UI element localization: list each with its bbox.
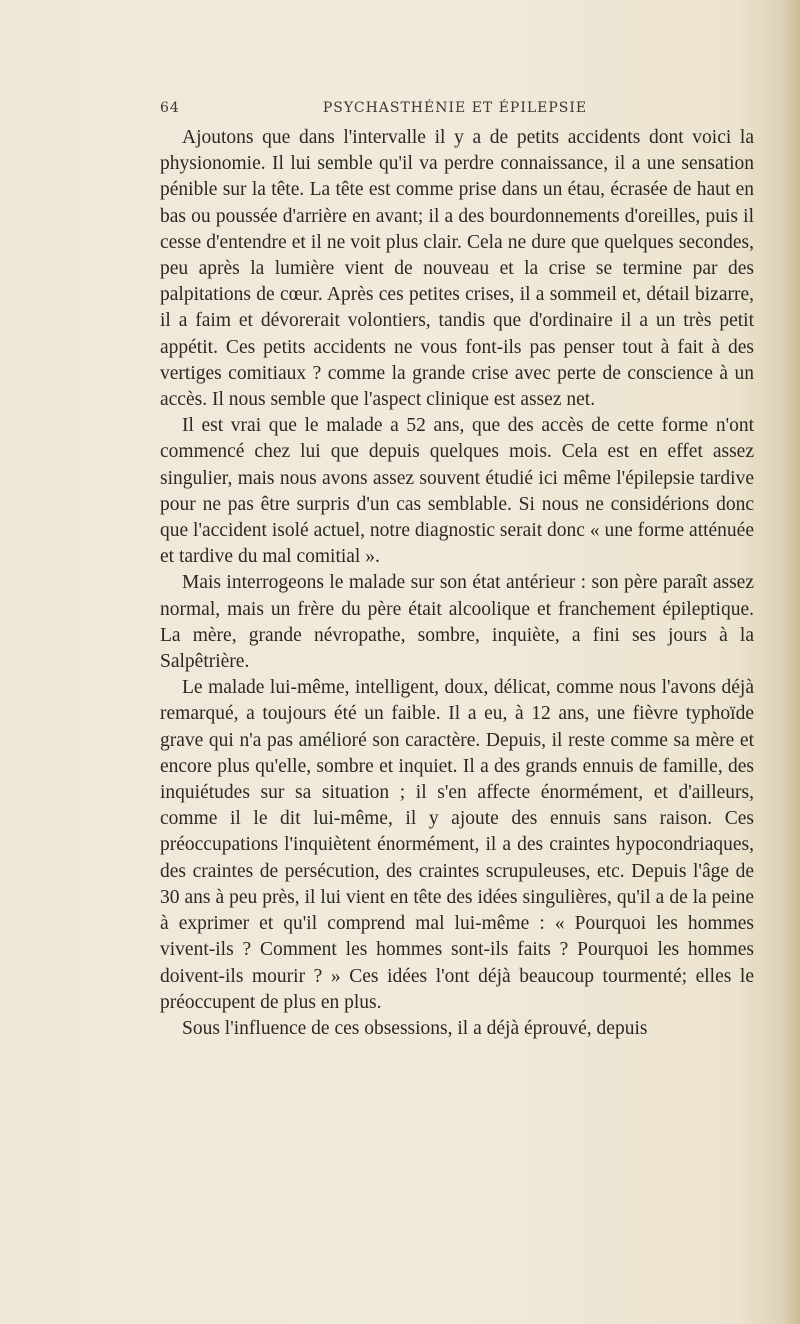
body-text (160, 125, 754, 1042)
running-title: PSYCHASTHÉNIE ET ÉPILEPSIE (322, 100, 588, 116)
paragraph: Ajoutons que dans l'intervalle il y a de petits accidents dont voici la physionomie. Il lui semble qu'il va perdre connaissance, il a une sensation pénible sur la tête. La tête est comme prise dans un étau, écrasée de haut en bas ou poussée d'arrière en avant; il a des bourdonnements d'oreilles, puis il cesse d'entendre et il ne voit plus clair. Cela ne dure que quelques secondes, peu après la lumière vient de nouveau et la crise se termine par des palpitations de cœur. Après ces petites crises, il a sommeil et, détail bizarre, il a faim et dévorerait volontiers, tandis que d'ordinaire il a un très petit appétit. Ces petits accidents ne vous font-ils pas penser tout à fait à des vertiges comitiaux ? comme la grande crise avec perte de conscience à un accès. Il nous semble que l'aspect clinique est assez net. (160, 127, 754, 411)
paragraph: Le malade lui-même, intelligent, doux, délicat, comme nous l'avons déjà remarqué, a toujours été un faible. Il a eu, à 12 ans, une fièvre typhoïde grave qui n'a pas amélioré son caractère. Depuis, il reste comme sa mère et encore plus qu'elle, sombre et inquiet. Il a des grands ennuis de famille, des inquiétudes sur sa situation ; il s'en affecte énormément, et d'ailleurs, comme il le dit lui-même, il y ajoute des ennuis sans raison. Ces préoccupations l'inquiètent énormément, il a des craintes hypocondriaques, des craintes de persécution, des craintes scrupuleuses, etc. Depuis l'âge de 30 ans à peu près, il lui vient en tête des idées singulières, qu'il a de la peine à exprimer et qu'il comprend mal lui-même : « Pourquoi les hommes vivent-ils ? Comment les hommes sont-ils faits ? Pourquoi les hommes doivent-ils mourir ? » Ces idées l'ont déjà beaucoup tourmenté; elles le préoccupent de plus en plus. (160, 677, 754, 1013)
paragraph: Mais interrogeons le malade sur son état antérieur : son père paraît assez normal, mais un frère du père était alcoolique et franchement épileptique. La mère, grande névropathe, sombre, inquiète, a fini ses jours à la Salpêtrière. (160, 572, 754, 673)
page-header (160, 100, 750, 124)
page-edge-shadow (782, 0, 800, 1324)
page-number: 64 (160, 100, 180, 116)
paragraph: Sous l'influence de ces obsessions, il a déjà éprouvé, depuis (182, 1017, 648, 1039)
paragraph: Il est vrai que le malade a 52 ans, que des accès de cette forme n'ont commencé chez lui que depuis quelques mois. Cela est en effet assez singulier, mais nous avons assez souvent étudié ici même l'épilepsie tardive pour ne pas être surpris d'un cas semblable. Si nous ne considérions donc que l'accident isolé actuel, notre diagnostic serait donc « une forme atténuée et tardive du mal comitial ». (160, 415, 754, 568)
